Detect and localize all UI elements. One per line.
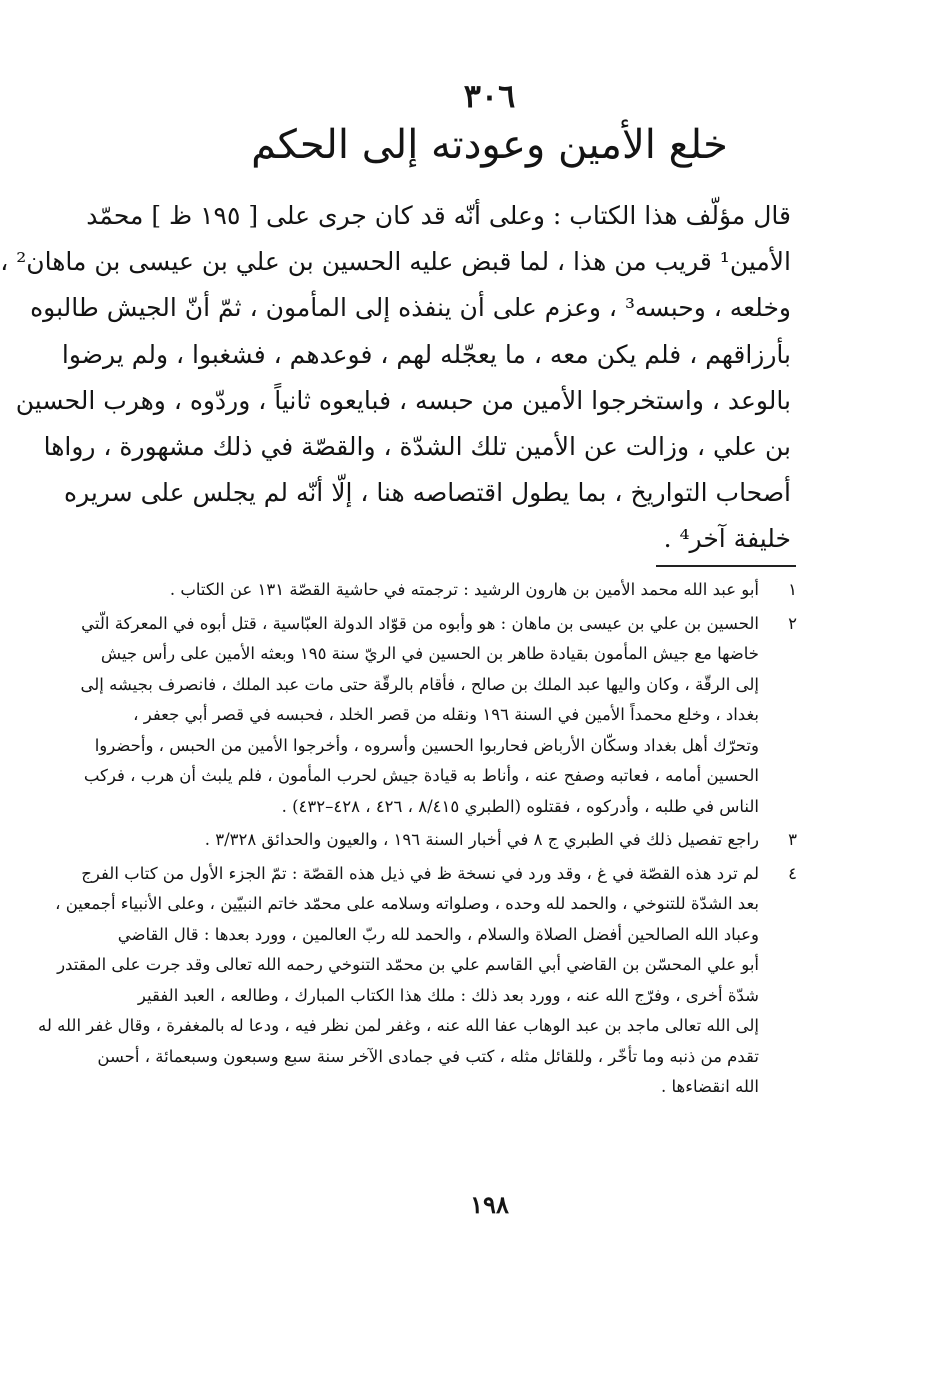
footnote-line: لم ترد هذه القصّة في غ ، وقد ورد في نسخة ظ في ذيل هذه القصّة : تمّ الجزء الأول من كتاب الفرج <box>81 863 759 883</box>
story-number: ٣٠٦ <box>463 77 516 115</box>
story-title: خلع الأمين وعودته إلى الحكم <box>251 122 728 168</box>
main-text <box>0 193 791 563</box>
footnote-4 <box>38 859 797 1103</box>
footnote-line: الحسين بن علي بن عيسى بن ماهان : هو وأبوه من قوّاد الدولة العبّاسية ، قتل أبوه في المعركة الّتي <box>81 613 759 633</box>
body-line: الأمين¹ قريب من هذا ، لما قبض عليه الحسين بن علي بن عيسى بن ماهان² ، <box>0 247 791 277</box>
footnote-line: الحسين أمامه ، فعاتبه وصفح عنه ، وأناط به قيادة جيش لحرب المأمون ، فلم يلبث أن هرب ، فركب <box>83 766 759 785</box>
footnote-line: خاضها مع جيش المأمون بقيادة طاهر بن الحسين في الريّ سنة ١٩٥ وبعثه الأمين على رأس جيش <box>100 644 759 663</box>
footnote-number: ٢ <box>788 613 797 633</box>
footnote-line: راجع تفصيل ذلك في الطبري ج ٨ في أخبار السنة ١٩٦ ، والعيون والحدائق ٣/٣٢٨ . <box>204 830 759 849</box>
footnote-3 <box>189 825 797 856</box>
footnotes <box>38 575 797 1106</box>
footnote-line: أبو عبد الله محمد الأمين بن هارون الرشيد : ترجمته في حاشية القصّة ١٣١ عن الكتاب . <box>169 580 759 599</box>
body-line: بأرزاقهم ، فلم يكن معه ، ما يعجّله لهم ، فوعدهم ، فشغبوا ، ولم يرضوا <box>61 339 791 369</box>
footnote-line: إلى الله تعالى ماجد بن عبد الوهاب عفا الله عنه ، وغفر لمن نظر فيه ، ودعا له بالمغفرة ، وقال غفر الله له <box>38 1016 759 1035</box>
body-line: أصحاب التواريخ ، بما يطول اقتصاصه هنا ، إلّا أنّه لم يجلس على سريره <box>64 478 791 508</box>
body-line: خليفة آخر⁴ . <box>663 524 791 554</box>
footnote-line: الله انقضاءها . <box>660 1077 759 1096</box>
footnote-2 <box>80 609 797 823</box>
body-line: بالوعد ، واستخرجوا الأمين من حبسه ، فبايعوه ثانياً ، وردّوه ، وهرب الحسين <box>15 385 791 415</box>
footnote-divider <box>656 565 796 567</box>
footnote-line: شدّة أخرى ، وفرّج الله عنه ، وورد بعد ذلك : ملك هذا الكتاب المبارك ، وطالعه ، العبد الفقير <box>137 985 759 1005</box>
footnote-number: ٤ <box>788 863 797 883</box>
body-line: وخلعه ، وحبسه³ ، وعزم على أن ينفذه إلى المأمون ، ثمّ أنّ الجيش طالبوه <box>30 293 791 323</box>
footnote-line: إلى الرقّة ، وكان واليها عبد الملك بن صالح ، فأقام بالرقّة حتى مات عبد الملك ، فانصرف بجيشه إلى <box>80 674 759 694</box>
page-number: ١٩٨ <box>470 1190 509 1219</box>
body-line: بن علي ، وزالت عن الأمين تلك الشدّة ، والقصّة في ذلك مشهورة ، رواها <box>43 431 791 461</box>
footnote-line: تقدم من ذنبه وما تأخّر ، وللقائل مثله ، كتب في جمادى الآخر سنة سبع وسبعون وسبعمائة ، أحسن <box>97 1046 759 1066</box>
footnote-number: ١ <box>788 580 797 599</box>
footnote-line: الناس في طلبه ، وأدركوه ، فقتلوه (الطبري ٨/٤١٥ ، ٤٢٦ ، ٤٢٨–٤٣٢) . <box>281 796 759 816</box>
footnote-line: بعد الشدّة للتنوخي ، والحمد لله وحده ، وصلواته وسلامه على محمّد خاتم النبيّين ، وعلى الأنبياء أجمعين ، <box>55 894 759 913</box>
footnote-number: ٣ <box>788 830 797 849</box>
footnote-line: وعباد الله الصالحين أفضل الصلاة والسلام ، والحمد لله ربّ العالمين ، وورد بعدها : قال القاضي <box>117 924 759 944</box>
footnote-line: وتحرّك أهل بغداد وسكّان الأرباض فحاربوا الحسين وأسروه ، وأخرجوا الأمين من الحبس ، وأحضروا <box>94 735 759 755</box>
body-line: قال مؤلّف هذا الكتاب : وعلى أنّه قد كان جرى على [ ١٩٥ ظ ] محمّد <box>86 201 791 230</box>
footnote-line: أبو علي المحسّن بن القاضي أبي القاسم علي بن محمّد التنوخي رحمه الله تعالى وقد جرت على المقتدر <box>57 955 759 974</box>
footnote-line: بغداد ، وخلع محمداً الأمين في السنة ١٩٦ ونقله من قصر الخلد ، فحبسه في قصر أبي جعفر ، <box>133 705 759 724</box>
footnote-1 <box>169 575 797 606</box>
